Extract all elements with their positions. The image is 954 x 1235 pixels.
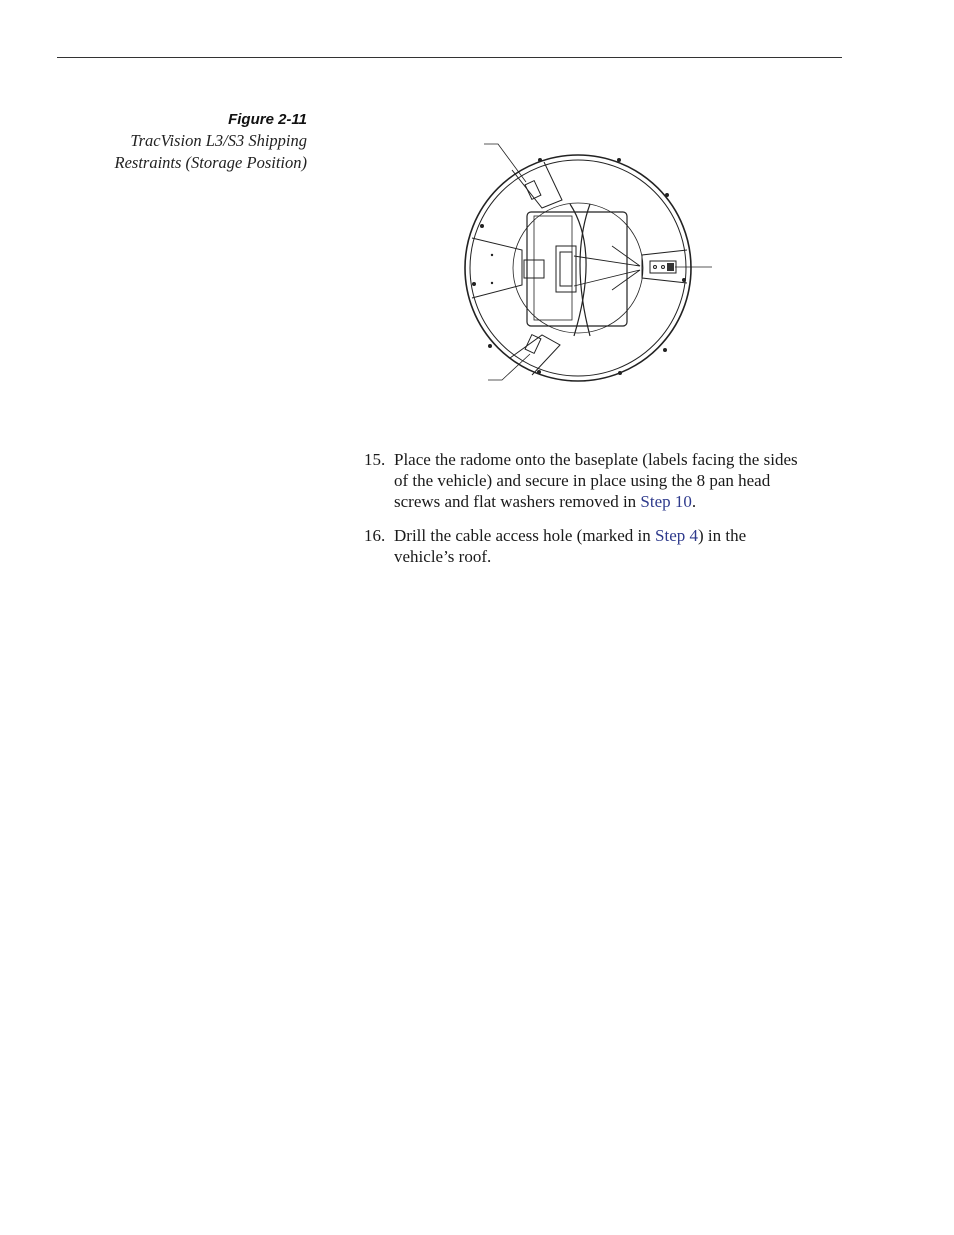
- figure-caption: [47, 110, 307, 174]
- step-number: 16.: [364, 526, 386, 545]
- header-rule: [57, 57, 842, 58]
- instruction-steps: [364, 449, 804, 580]
- shipping-restraints-diagram: [462, 140, 722, 390]
- step-text-before: Drill the cable access hole (marked in: [394, 526, 656, 545]
- step-text-after: ) in the vehicle’s roof.: [394, 526, 747, 566]
- top-arm: [512, 162, 562, 208]
- inner-platform: [513, 203, 643, 333]
- baseplate-outer-ring: [465, 155, 691, 381]
- left-arm: [472, 238, 522, 298]
- step-text-before: Place the radome onto the baseplate (labels facing the sides of the vehicle) and secure in place using the 8 pan head screws and flat washers removed in: [394, 450, 798, 511]
- figure-title-line-1: TracVision L3/S3 Shipping: [130, 131, 307, 150]
- step-text: [394, 449, 804, 512]
- step-15: [364, 449, 804, 512]
- antenna-body: [527, 212, 627, 326]
- figure-number: Figure 2-11: [228, 111, 307, 128]
- step-4-link[interactable]: Step 4: [655, 526, 699, 545]
- bottom-arm: [510, 335, 560, 375]
- step-text-after: .: [691, 492, 697, 511]
- leader-line-top: [484, 144, 526, 182]
- step-text: [394, 525, 804, 567]
- step-10-link[interactable]: Step 10: [640, 492, 692, 511]
- step-number: 15.: [364, 450, 386, 469]
- figure-title-line-2: Restraints (Storage Position): [114, 153, 307, 172]
- restraint-bracket-bottom: [525, 335, 541, 354]
- step-16: [364, 525, 804, 567]
- feed-arms: [574, 246, 640, 290]
